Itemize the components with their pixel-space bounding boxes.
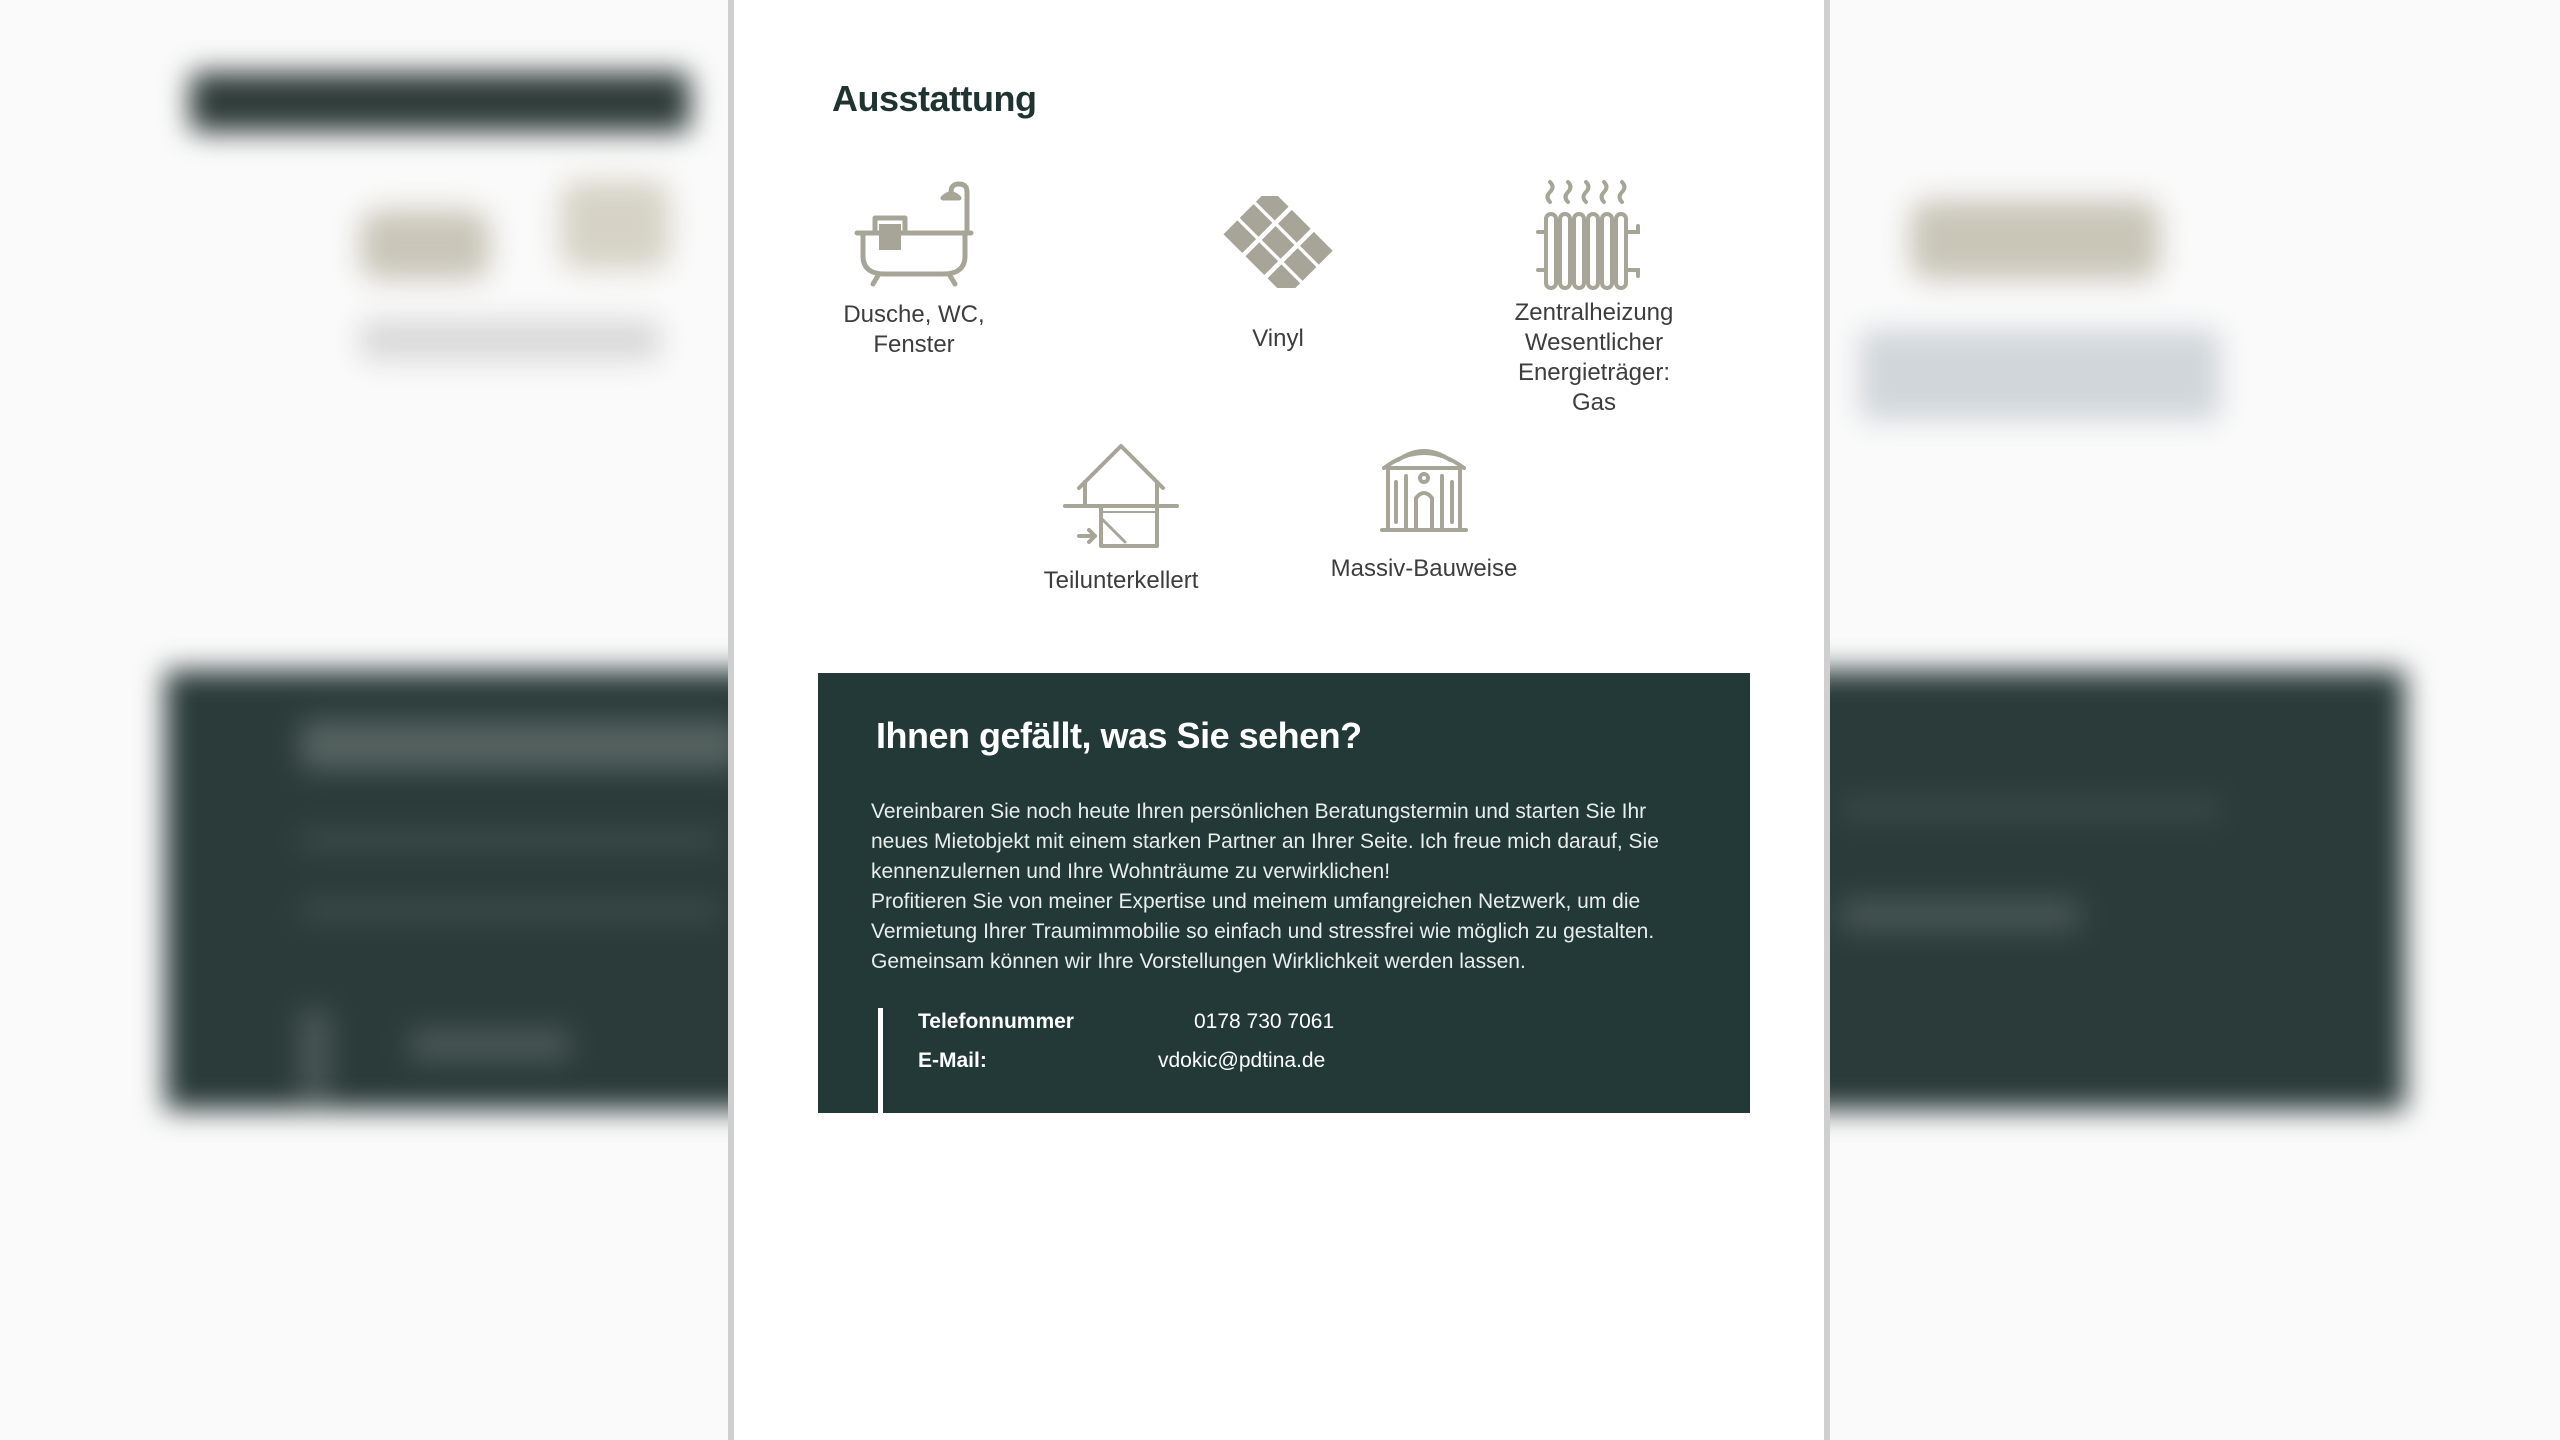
feature-label: Zentralheizung Wesentlicher Energieträger: Gas [1514,299,1674,416]
cta-title: Ihnen gefällt, was Sie sehen? [876,715,1362,756]
phone-label: Telefonnummer [918,1010,1074,1033]
feature-heating [1504,180,1684,418]
contact-accent-bar [878,1008,883,1113]
feature-label: Teilunterkellert [1043,567,1199,594]
document-page[interactable] [728,0,1830,1440]
cta-description-text: Vereinbaren Sie noch heute Ihren persönlichen Beratungstermin und starten Sie Ihr neues Mietobjekt mit einem starken Partner an Ihrer Seite. Ich freue mich darauf, Sie kennenzulernen und Ihre Wohnträume zu verwirklichen! Profitieren Sie von meiner Expertise und meinem umfangreichen Netzwerk, um die Vermietung Ihrer Traumimmobilie so einfach und stressfrei wie möglich zu gestalten. Gemeinsam können wir Ihre Vorstellungen Wirklichkeit werden lassen. [871,800,1659,973]
solid-building-icon [1376,442,1472,534]
feature-label: Massiv-Bauweise [1330,555,1518,582]
phone-value[interactable]: 0178 730 7061 [1194,1010,1335,1033]
bathtub-icon [849,178,979,288]
feature-bathroom [834,178,994,360]
feature-flooring [1208,196,1348,354]
email-label: E-Mail: [918,1049,987,1072]
contact-cta-panel [818,673,1750,1113]
section-title: Ausstattung [832,78,1037,119]
vinyl-tiles-icon [1215,196,1341,288]
email-link[interactable]: vdokic@pdtina.de [1158,1049,1326,1072]
feature-basement [1026,440,1216,596]
feature-label: Vinyl [1252,325,1304,352]
cta-description [871,797,1701,977]
feature-label: Dusche, WC, Fenster [843,301,985,358]
feature-construction [1314,442,1534,584]
basement-house-icon [1061,440,1181,552]
radiator-icon [1534,180,1654,292]
